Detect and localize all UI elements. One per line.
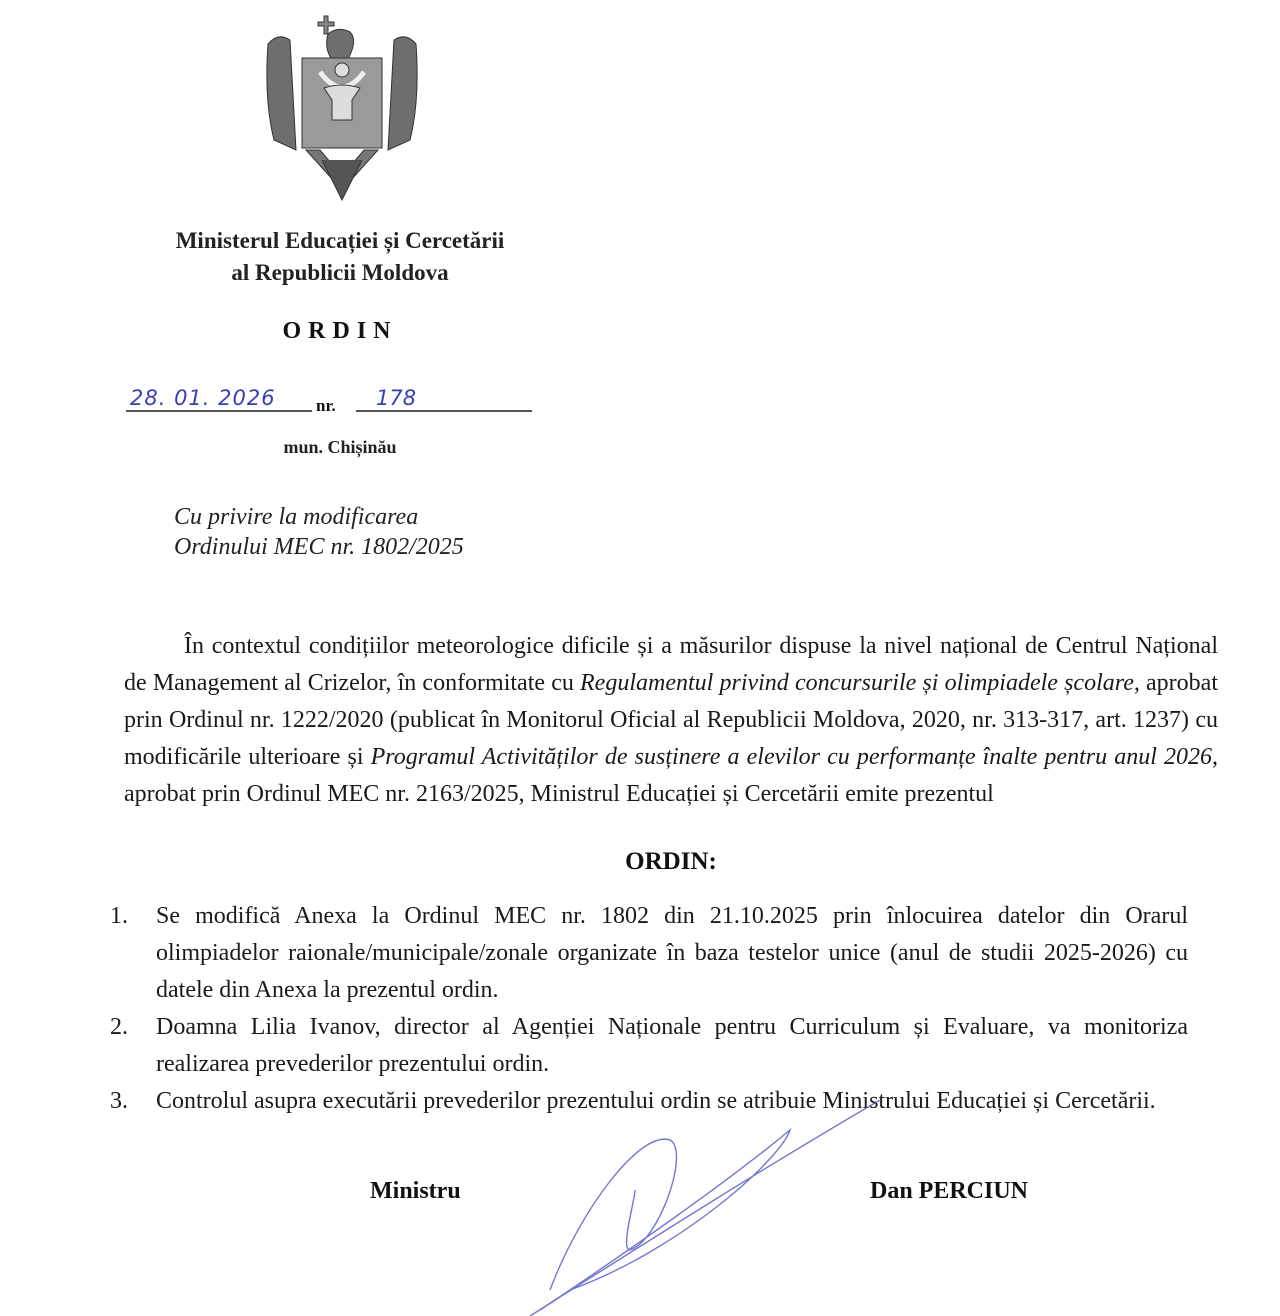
signatory-name: Dan PERCIUN [870, 1178, 1029, 1204]
list-item-text: Se modifică Anexa la Ordinul MEC nr. 1802 din 21.10.2025 prin înlocuirea datelor din Orarul olimpiadelor raionale/municipale/zonale organizate în baza testelor unice (anul de studii 2025-2026) cu datele din Anexa la prezentul ordin. [156, 903, 1188, 1003]
moldova-coat-of-arms-icon [262, 8, 422, 204]
signatory-title: Ministru [370, 1178, 461, 1204]
number-underline [356, 410, 532, 412]
subject-line-2: Ordinului MEC nr. 1802/2025 [174, 534, 464, 560]
city: mun. Chișinău [283, 437, 397, 457]
list-item-number: 2. [110, 1014, 128, 1040]
list-item-text: Doamna Lilia Ivanov, director al Agenției Naționale pentru Curriculum și Evaluare, va monitoriza realizarea prevederilor prezentului ordin. [156, 1014, 1188, 1077]
list-item [110, 1009, 1188, 1083]
preamble-text-2: aprobat prin Ordinul nr. 1222/2020 (publicat în Monitorul Oficial al Republicii Moldova, 2020, nr. 313-317, art. 1237) cu modificările ulterioare și [124, 670, 1218, 770]
ministry-name: Ministerul Educației și Cercetării [175, 228, 505, 253]
preamble-text-3: , aprobat prin Ordinul MEC nr. 2163/2025, Ministrul Educației și Cercetării emite prezentul [124, 744, 1218, 807]
list-item [110, 898, 1188, 1009]
preamble-regulation-title: Regulamentul privind concursurile și olimpiadele școlare, [580, 670, 1140, 696]
subject-line-1: Cu privire la modificarea [174, 504, 419, 530]
list-item-number: 3. [110, 1088, 128, 1114]
list-item-number: 1. [110, 903, 128, 929]
handwritten-date: 28. 01. 2026 [130, 386, 276, 410]
number-label: nr. [316, 396, 336, 415]
handwritten-number: 178 [376, 386, 417, 410]
preamble-program-title: Programul Activităților de susținere a elevilor cu performanțe înalte pentru anul 2026 [370, 744, 1212, 770]
handwritten-signature [430, 1100, 890, 1316]
preamble-text-1: În contextul condițiilor meteorologice dificile și a măsurilor dispuse la nivel național de Centrul Național de Management al Crizelor, în conformitate cu [124, 633, 1218, 696]
order-items-list [110, 898, 1188, 1120]
list-item-text: Controlul asupra executării prevederilor prezentului ordin se atribuie Ministrului Educației și Cercetării. [156, 1088, 1156, 1114]
preamble-paragraph [124, 628, 1218, 813]
date-underline [126, 410, 312, 412]
ministry-country: al Republicii Moldova [231, 260, 449, 285]
subject [174, 502, 464, 562]
order-heading: ORDIN: [625, 848, 717, 875]
document-type-title: ORDIN [282, 318, 398, 344]
